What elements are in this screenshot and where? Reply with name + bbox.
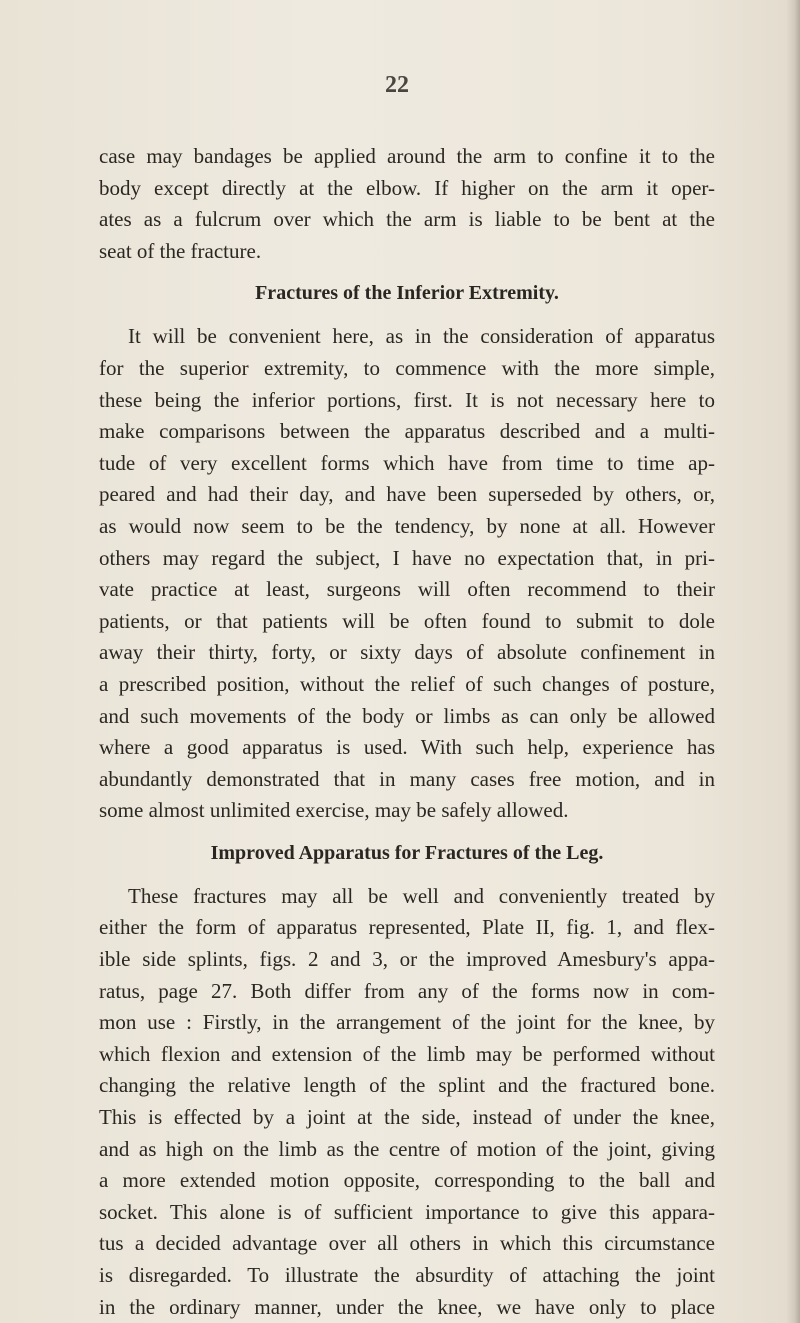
text-line: peared and had their day, and have been superseded by others, or, — [99, 482, 715, 507]
text-line: mon use : Firstly, in the arrangement of the joint for the knee, by — [99, 1010, 715, 1035]
text-line: make comparisons between the apparatus described and a multi- — [99, 419, 715, 444]
paragraph-3 — [99, 881, 715, 1323]
text-line: ible side splints, figs. 2 and 3, or the improved Amesbury's appa- — [99, 947, 715, 972]
text-line: body except directly at the elbow. If higher on the arm it oper- — [99, 175, 715, 200]
text-line: others may regard the subject, I have no expectation that, in pri- — [99, 545, 715, 570]
text-line: these being the inferior portions, first. It is not necessary here to — [99, 387, 715, 412]
text-line: which flexion and extension of the limb may be performed without — [99, 1041, 715, 1066]
page-body — [99, 141, 715, 1323]
text-line: for the superior extremity, to commence with the more simple, — [99, 355, 715, 380]
text-line: where a good apparatus is used. With such help, experience has — [99, 735, 715, 760]
text-line: patients, or that patients will be often found to submit to dole — [99, 608, 715, 633]
text-line: as would now seem to be the tendency, by none at all. However — [99, 513, 715, 538]
page-edge-shadow — [786, 0, 800, 1323]
text-line: away their thirty, forty, or sixty days of absolute confinement in — [99, 640, 715, 665]
text-line: vate practice at least, surgeons will often recommend to their — [99, 577, 715, 602]
text-line: tus a decided advantage over all others in which this circumstance — [99, 1231, 715, 1256]
text-line: changing the relative length of the splint and the fractured bone. — [99, 1073, 715, 1098]
text-line: is disregarded. To illustrate the absurdity of attaching the joint — [99, 1263, 715, 1287]
text-line: either the form of apparatus represented, Plate II, fig. 1, and flex- — [99, 915, 715, 940]
text-line: This is effected by a joint at the side, instead of under the knee, — [99, 1105, 715, 1130]
text-line: ratus, page 27. Both differ from any of the forms now in com- — [99, 978, 715, 1003]
section-heading-fractures-of-leg: Improved Apparatus for Fractures of the Leg. — [210, 841, 604, 864]
text-line: some almost unlimited exercise, may be safely allowed. — [99, 798, 569, 823]
text-line: socket. This alone is of sufficient importance to give this appara- — [99, 1199, 715, 1224]
text-line: seat of the fracture. — [99, 238, 262, 263]
text-line: ates as a fulcrum over which the arm is liable to be bent at the — [99, 207, 715, 232]
paragraph-1 — [99, 141, 715, 267]
paragraph-2 — [99, 321, 715, 827]
text-line: a prescribed position, without the relief of such changes of posture, — [99, 671, 715, 696]
text-line: These fractures may all be well and conveniently treated by — [128, 883, 715, 908]
text-line: abundantly demonstrated that in many cases free motion, and in — [99, 766, 715, 791]
text-line: in the ordinary manner, under the knee, we have only to place — [99, 1294, 715, 1319]
text-line: tude of very excellent forms which have from time to time ap- — [99, 450, 715, 475]
text-line: case may bandages be applied around the arm to confine it to the — [99, 144, 715, 168]
text-line: a more extended motion opposite, corresponding to the ball and — [99, 1168, 715, 1193]
page-number: 22 — [385, 72, 409, 98]
text-line: It will be convenient here, as in the consideration of apparatus — [128, 324, 715, 349]
section-heading-inferior-extremity: Fractures of the Inferior Extremity. — [255, 282, 559, 305]
text-line: and as high on the limb as the centre of motion of the joint, giving — [99, 1136, 715, 1161]
text-line: and such movements of the body or limbs as can only be allowed — [99, 703, 715, 728]
